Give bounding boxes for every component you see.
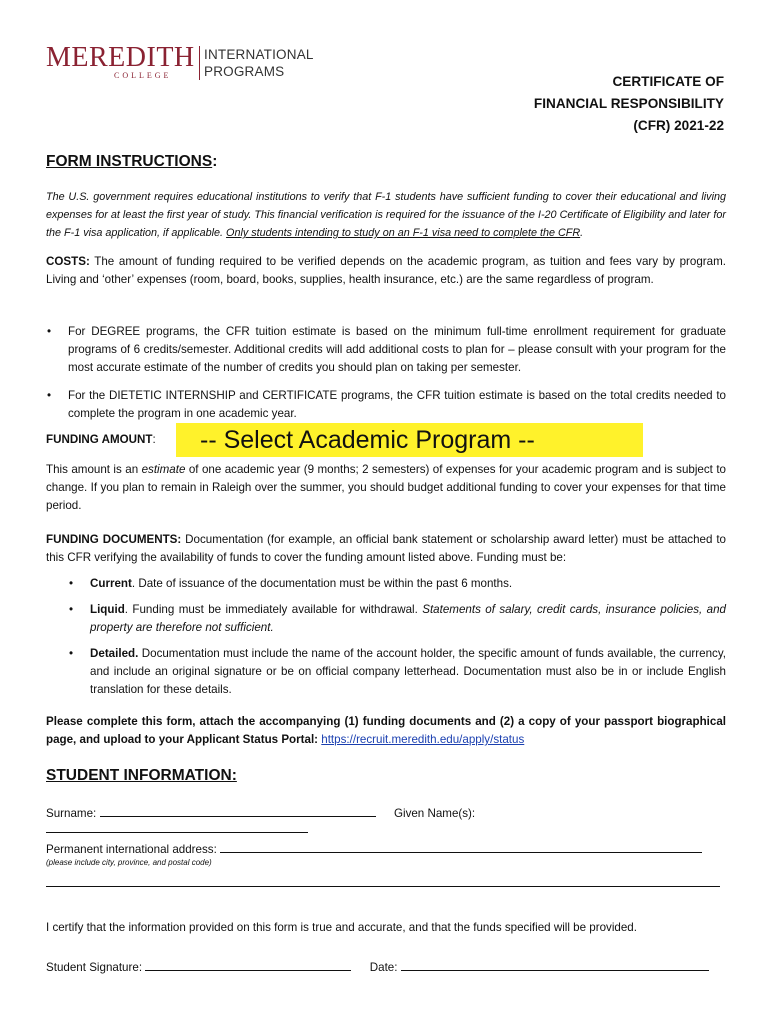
list-item: • For the DIETETIC INTERNSHIP and CERTIFICATE programs, the CFR tuition estimate is based on the total credits needed to complete the program in one academic year.	[47, 389, 726, 420]
submission-instructions: Please complete this form, attach the accompanying (1) funding documents and (2) a copy of your passport biographical page, and upload to your Applicant Status Portal: https://recruit.meredith.edu/apply/status	[46, 715, 726, 746]
list-item: • Detailed. Documentation must include the name of the account holder, the specific amount of funds available, the currency, and include an original signature or be on official company letterhead. Documentation must also be in or include English translation for these details.	[69, 647, 726, 696]
costs-bullets	[46, 323, 726, 423]
instructions-intro: The U.S. government requires educational institutions to verify that F-1 students have sufficient funding to cover their educational and living expenses for at least the first year of study. This financial verification is required for the issuance of the I-20 Certificate of Eligibility and later for the F-1 visa application, if applicable. Only students intending to study on an F-1 visa need to complete the CFR.	[46, 191, 726, 239]
applicant-portal-link[interactable]: https://recruit.meredith.edu/apply/status	[321, 733, 525, 746]
intro-text: The U.S. government requires educational institutions to verify that F-1 students have sufficient funding to cover their educational and living expenses for at least the first year of study. This financial verification is required for the issuance of the I-20 Certificate of Eligibility and later for the F-1 visa application, if applicable.	[46, 191, 726, 239]
title-line3: (CFR) 2021-22	[633, 118, 724, 133]
funding-amount-label-row: FUNDING AMOUNT:	[46, 433, 156, 446]
bullet-icon: •	[69, 647, 74, 660]
given-name-field[interactable]	[46, 820, 308, 833]
bullet-icon: •	[69, 577, 74, 590]
date-label: Date:	[369, 961, 398, 974]
estimate-emphasis: estimate	[141, 463, 186, 476]
date-field[interactable]	[401, 958, 709, 971]
logo-college: COLLEGE	[114, 71, 172, 80]
list-item: • For DEGREE programs, the CFR tuition estimate is based on the minimum full-time enrollment requirement for graduate programs of 6 credits/semester. Additional credits will add additional costs to plan for – please consult with your program for the most accurate estimate of the number of credits you should plan on taking per semester.	[47, 325, 726, 374]
signature-row	[46, 958, 726, 974]
costs-paragraph	[46, 253, 726, 289]
document-title	[534, 71, 724, 137]
address-line2-field[interactable]	[46, 874, 720, 887]
address-hint: (please include city, province, and postal code)	[46, 858, 212, 867]
address-field[interactable]	[220, 840, 702, 853]
surname-label: Surname:	[46, 807, 97, 820]
funding-documents-label: FUNDING DOCUMENTS:	[46, 533, 182, 546]
address-label: Permanent international address:	[46, 843, 217, 856]
name-row	[46, 804, 726, 836]
logo-department	[204, 46, 314, 80]
title-line1: CERTIFICATE OF	[612, 74, 724, 89]
bullet-icon: •	[47, 389, 52, 402]
bullet-icon: •	[47, 325, 52, 338]
costs-label: COSTS:	[46, 255, 90, 268]
logo-divider	[199, 46, 200, 80]
form-instructions-heading: FORM INSTRUCTIONS:	[46, 153, 218, 170]
funding-amount-label: FUNDING AMOUNT	[46, 433, 153, 446]
logo-name: MEREDITH	[46, 42, 195, 73]
academic-program-select[interactable]: -- Select Academic Program --	[176, 423, 643, 457]
costs-text: The amount of funding required to be verified depends on the academic program, as tuition and fees vary by program. Living and ‘other’ expenses (room, board, books, supplies, health insurance, etc.) are the same regardless of program.	[46, 255, 726, 286]
signature-label: Student Signature:	[46, 961, 143, 974]
funding-amount-note: This amount is an estimate of one academic year (9 months; 2 semesters) of expenses for your academic program and is subject to change. If you plan to remain in Raleigh over the summer, you should budget additional funding to cover your expenses for that time period.	[46, 463, 726, 512]
intro-underlined: Only students intending to study on an F-1 visa need to complete the CFR	[226, 227, 581, 239]
signature-field[interactable]	[145, 958, 351, 971]
student-info-heading-row	[46, 767, 726, 785]
certification-statement: I certify that the information provided on this form is true and accurate, and that the funds specified will be provided.	[46, 921, 637, 934]
funding-documents-paragraph: FUNDING DOCUMENTS: Documentation (for example, an official bank statement or scholarship award letter) must be attached to this CFR verifying the availability of funds to cover the funding amount listed above. Funding must be:	[46, 533, 726, 564]
address-line2-row	[46, 874, 726, 890]
instructions-heading: FORM INSTRUCTIONS	[46, 153, 213, 170]
list-item: • Current. Date of issuance of the documentation must be within the past 6 months.	[90, 575, 726, 593]
surname-field[interactable]	[100, 804, 376, 817]
bullet-icon: •	[69, 603, 74, 616]
logo-dept-line2: PROGRAMS	[204, 64, 285, 79]
list-item: • Liquid. Funding must be immediately available for withdrawal. Statements of salary, credit cards, insurance policies, and property are therefore not sufficient.	[69, 603, 726, 634]
given-name-label: Given Name(s):	[393, 807, 476, 820]
funding-documents-bullets	[68, 575, 726, 699]
logo-dept-line1: INTERNATIONAL	[204, 47, 314, 62]
title-line2: FINANCIAL RESPONSIBILITY	[533, 96, 724, 111]
student-info-heading: STUDENT INFORMATION:	[46, 767, 237, 784]
